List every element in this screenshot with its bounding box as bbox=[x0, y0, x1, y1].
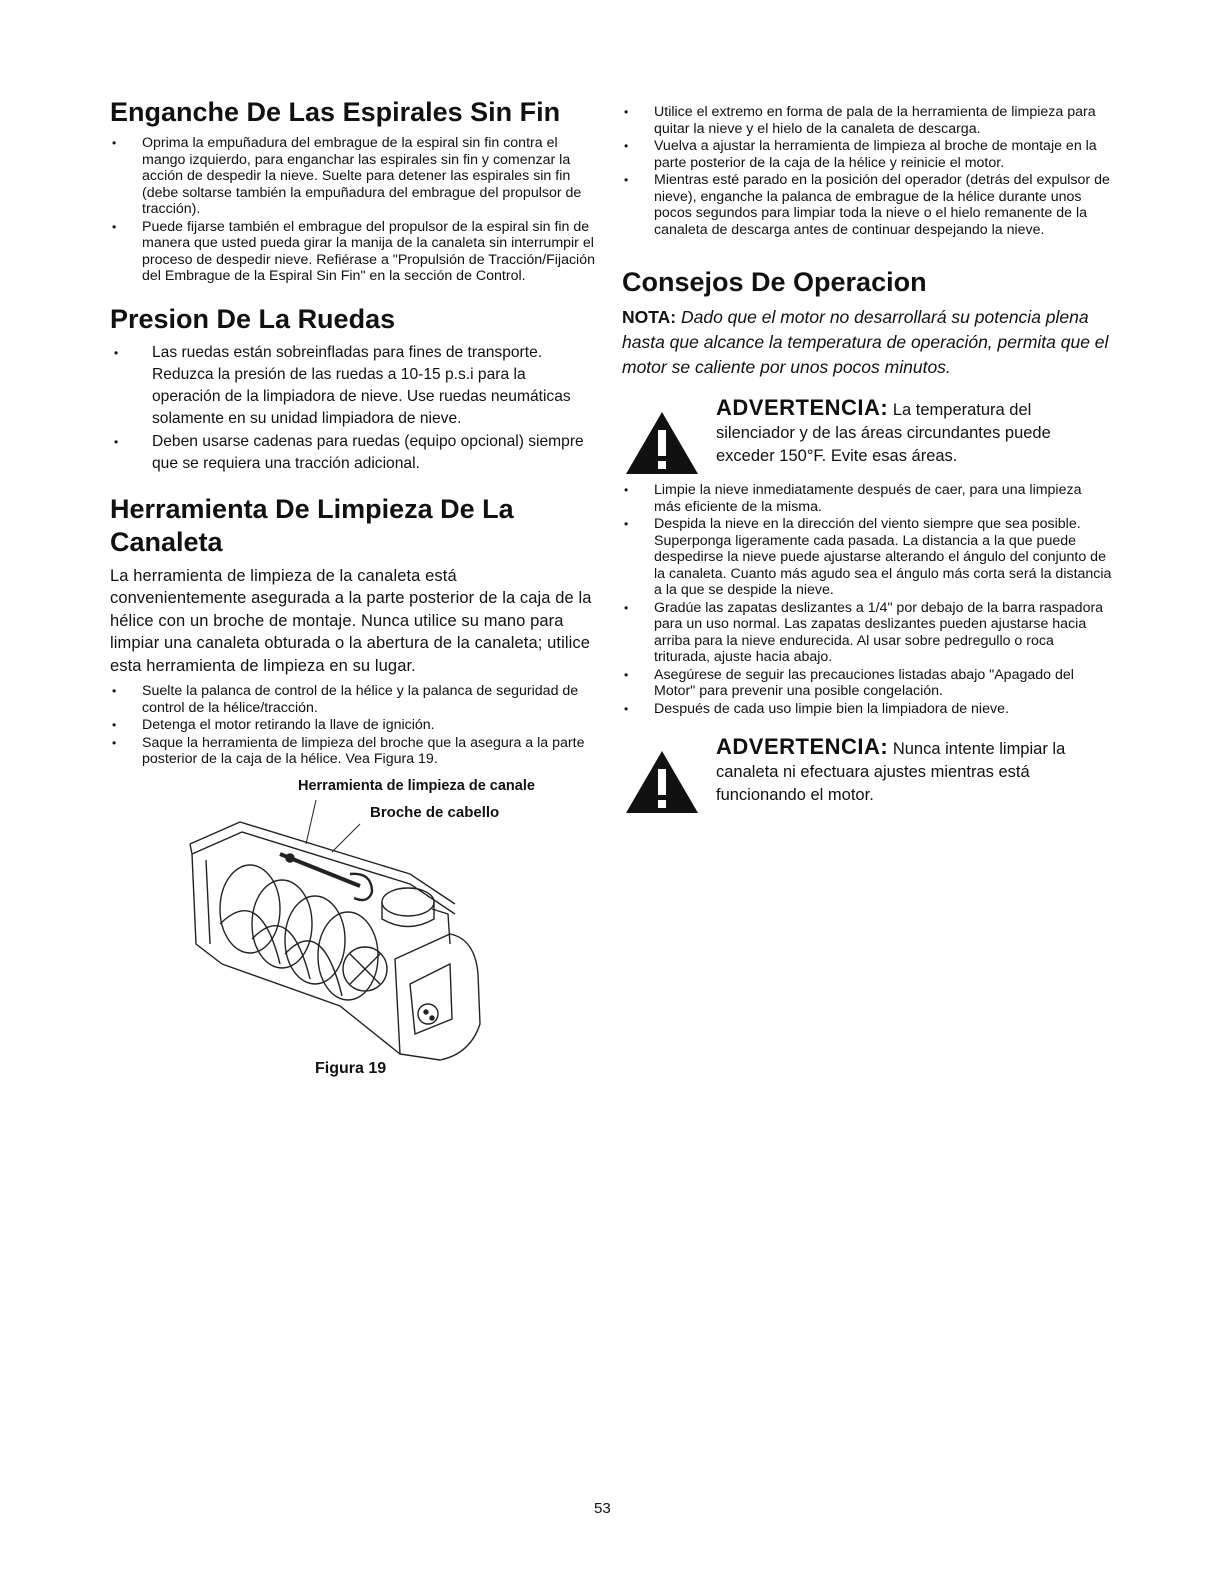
heading-herramienta: Herramienta De Limpieza De La Canaleta bbox=[110, 493, 514, 557]
herramienta-paragraph: La herramienta de limpieza de la canaleta está convenientemente asegurada a la parte posterior de la caja de la hélice con un broche de montaje. Nunca utilice su mano para limpiar una canaleta obturada o la abertura de la canaleta; utilice esta herramienta de limpieza en su lugar. bbox=[110, 566, 592, 675]
auger-housing-illustration bbox=[110, 774, 595, 1064]
list-item: • Detenga el motor retirando la llave de ignición. bbox=[110, 717, 595, 734]
note-text: Dado que el motor no desarrollará su potencia plena hasta que alcance la temperatura de operación, permita que el motor se caliente por unos pocos minutos. bbox=[622, 307, 1109, 377]
warning-title: ADVERTENCIA: bbox=[716, 734, 889, 759]
warning-text-block bbox=[716, 396, 1112, 468]
consejos-list bbox=[622, 482, 1112, 717]
warning-text: La temperatura del silenciador y de las áreas circundantes puede exceder 150°F. Evite esas áreas. bbox=[716, 401, 1051, 465]
warning-triangle-icon bbox=[624, 410, 700, 476]
list-item: • Después de cada uso limpie bien la limpiadora de nieve. bbox=[622, 701, 1112, 718]
list-item: • Las ruedas están sobreinfladas para fines de transporte. Reduzca la presión de las ruedas a 10-15 p.s.i para la operación de la limpiadora de nieve. Use ruedas neumáticas solamente en su unidad limpiadora de nieve. bbox=[110, 342, 595, 430]
section-herramienta bbox=[110, 493, 595, 1084]
enganche-list bbox=[110, 135, 595, 285]
warning-text: Nunca intente limpiar la canaleta ni efectuara ajustes mientras está funcionando el motor. bbox=[716, 740, 1066, 804]
figure-caption: Figura 19 bbox=[315, 1059, 387, 1077]
list-item: • Deben usarse cadenas para ruedas (equipo opcional) siempre que se requiera una tracción adicional. bbox=[110, 431, 595, 475]
list-item: • Oprima la empuñadura del embrague de la espiral sin fin contra el mango izquierdo, para enganchar las espirales sin fin y comenzar la acción de despedir la nieve. Suelte para detener las espirales sin fin (debe soltarse también la empuñadura del embrague del propulsor de tracción). bbox=[110, 135, 595, 218]
presion-list bbox=[110, 342, 595, 475]
heading-enganche: Enganche De Las Espirales Sin Fin bbox=[110, 97, 561, 127]
list-item: • Limpie la nieve inmediatamente después de caer, para una limpieza más eficiente de la misma. bbox=[622, 482, 1112, 515]
left-column bbox=[110, 96, 595, 1102]
figure-label-tool: Herramienta de limpieza de canale bbox=[298, 777, 535, 794]
list-item: • Saque la herramienta de limpieza del broche que la asegura a la parte posterior de la caja de la hélice. Vea Figura 19. bbox=[110, 735, 595, 768]
warning-text-block bbox=[716, 735, 1112, 807]
list-item: • Suelte la palanca de control de la hélice y la palanca de seguridad de control de la hélice/tracción. bbox=[110, 683, 595, 716]
list-item: • Mientras esté parado en la posición del operador (detrás del expulsor de nieve), enganche la palanca de embrague de la hélice durante unos pocos segundos para limpiar toda la nieve o el hielo remanente de la canaleta de descarga antes de continuar despejando la nieve. bbox=[622, 172, 1112, 238]
figure-19 bbox=[110, 774, 595, 1084]
section-presion bbox=[110, 303, 595, 475]
list-item: • Vuelva a ajustar la herramienta de limpieza al broche de montaje en la parte posterior de la caja de la hélice y reinicie el motor. bbox=[622, 138, 1112, 171]
section-consejos bbox=[622, 266, 1112, 807]
list-item: • Asegúrese de seguir las precauciones listadas abajo "Apagado del Motor" para prevenir una posible congelación. bbox=[622, 667, 1112, 700]
list-item: • Gradúe las zapatas deslizantes a 1/4" por debajo de la barra raspadora para un uso normal. Las zapatas deslizantes pueden ajustarse hacia arriba para la nieve endurecida. Al usar sobre pedregullo o roca triturada, ajuste hacia abajo. bbox=[622, 600, 1112, 666]
section-enganche bbox=[110, 96, 595, 285]
right-column bbox=[622, 104, 1112, 825]
list-item: • Utilice el extremo en forma de pala de la herramienta de limpieza para quitar la nieve y el hielo de la canaleta de descarga. bbox=[622, 104, 1112, 137]
cleanout-steps-list bbox=[622, 104, 1112, 238]
figure-label-clip: Broche de cabello bbox=[370, 803, 500, 821]
warning-title: ADVERTENCIA: bbox=[716, 395, 889, 420]
heading-presion: Presion De La Ruedas bbox=[110, 303, 396, 334]
note-paragraph bbox=[622, 305, 1112, 380]
warning-triangle-icon bbox=[624, 749, 700, 815]
warning-box-temperature bbox=[622, 396, 1112, 468]
list-item: • Puede fijarse también el embrague del propulsor de la espiral sin fin de manera que usted pueda girar la manija de la canaleta sin interrumpir el proceso de despedir nieve. Refiérase a "Propulsión de Tracción/Fijación del Embrague de la Espiral Sin Fin" en la sección de Control. bbox=[110, 219, 595, 285]
page-number: 53 bbox=[594, 1500, 611, 1517]
heading-consejos: Consejos De Operacion bbox=[622, 267, 927, 297]
note-label: NOTA: bbox=[622, 307, 677, 327]
herramienta-list bbox=[110, 683, 595, 768]
warning-box-running-engine bbox=[622, 735, 1112, 807]
list-item: • Despida la nieve en la dirección del viento siempre que sea posible. Superponga ligeramente cada pasada. La distancia a la que puede despedirse la nieve puede ajustarse alterando el ángulo del conjunto de la canaleta. Cuanto más agudo sea el ángulo más corta será la distancia a la que se despide la nieve. bbox=[622, 516, 1112, 599]
